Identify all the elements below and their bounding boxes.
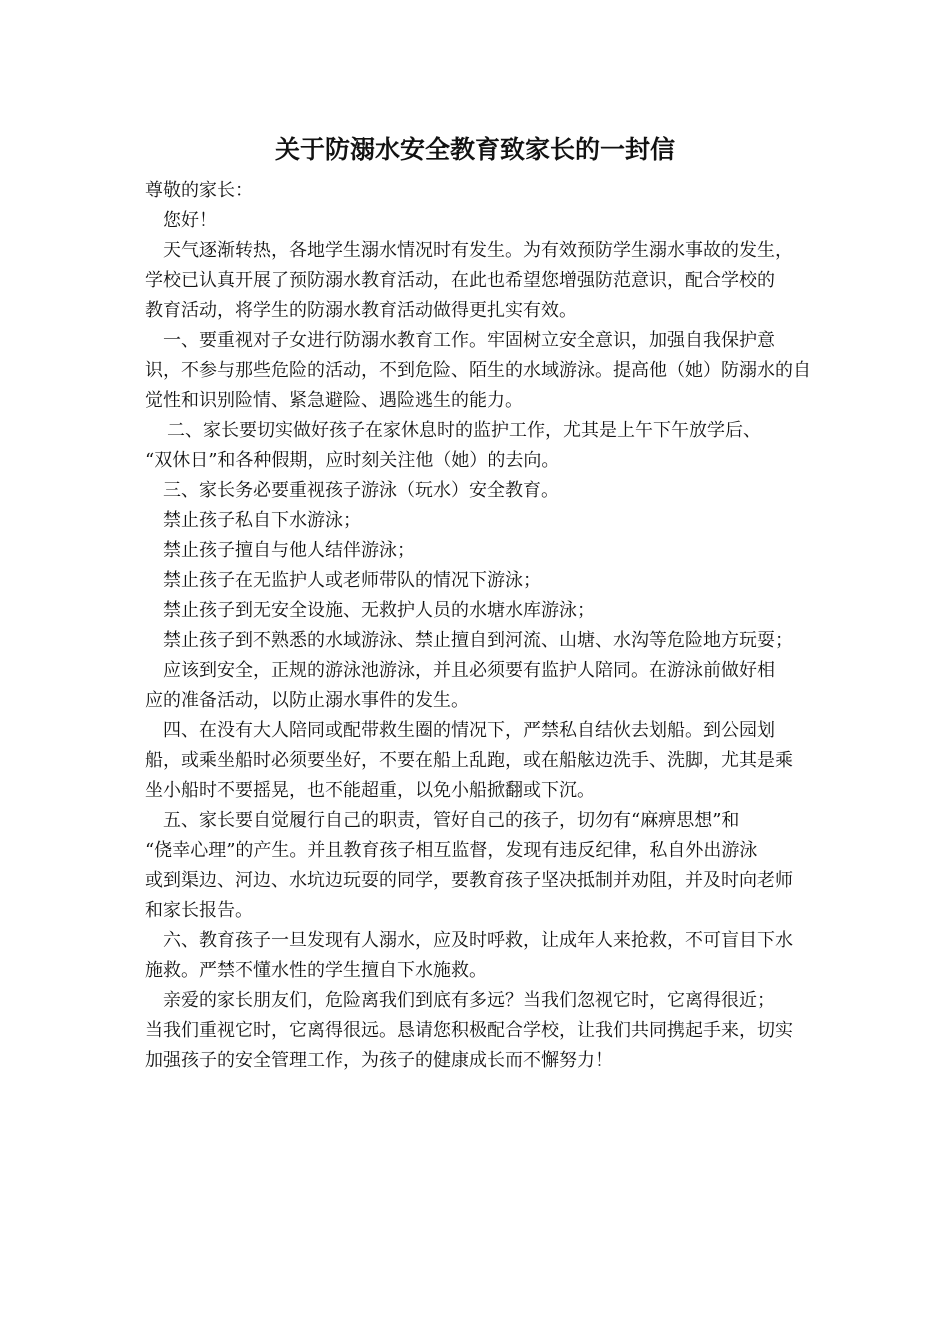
- paragraph-line: 二、家长要切实做好孩子在家休息时的监护工作，尤其是上午下午放学后、: [167, 420, 761, 441]
- paragraph-line: 或到渠边、河边、水坑边玩耍的同学，要教育孩子坚决抵制并劝阻，并及时向老师: [145, 870, 793, 891]
- paragraph-line: 坐小船时不要摇晃，也不能超重，以免小船掀翻或下沉。: [145, 780, 595, 801]
- salutation: 尊敬的家长：: [145, 180, 253, 201]
- document-title: 关于防溺水安全教育致家长的一封信: [274, 135, 675, 164]
- paragraph-line: 应该到安全，正规的游泳池游泳，并且必须要有监护人陪同。在游泳前做好相: [163, 660, 775, 681]
- paragraph-line: 四、在没有大人陪同或配带救生圈的情况下，严禁私自结伙去划船。到公园划: [163, 720, 775, 741]
- rule-line: 禁止孩子在无监护人或老师带队的情况下游泳；: [163, 570, 541, 591]
- rule-line: 禁止孩子擅自与他人结伴游泳；: [163, 540, 415, 561]
- paragraph-line: 当我们重视它时，它离得很远。恳请您积极配合学校，让我们共同携起手来，切实: [145, 1020, 793, 1041]
- rule-line: 禁止孩子到无安全设施、无救护人员的水塘水库游泳；: [163, 600, 595, 621]
- paragraph-line: 天气逐渐转热，各地学生溺水情况时有发生。为有效预防学生溺水事故的发生，: [163, 240, 793, 261]
- paragraph-line: 一、要重视对子女进行防溺水教育工作。牢固树立安全意识，加强自我保护意: [163, 330, 775, 351]
- paragraph-line: 教育活动，将学生的防溺水教育活动做得更扎实有效。: [145, 300, 577, 321]
- paragraph-line: 三、家长务必要重视孩子游泳（玩水）安全教育。: [163, 480, 559, 501]
- paragraph-line: 学校已认真开展了预防溺水教育活动，在此也希望您增强防范意识，配合学校的: [145, 270, 775, 291]
- paragraph-line: 船，或乘坐船时必须要坐好，不要在船上乱跑，或在船舷边洗手、洗脚，尤其是乘: [145, 750, 793, 771]
- paragraph-line: 应的准备活动，以防止溺水事件的发生。: [145, 690, 469, 711]
- paragraph-line: 和家长报告。: [145, 900, 253, 921]
- paragraph-line: “双休日”和各种假期，应时刻关注他（她）的去向。: [145, 450, 560, 471]
- rule-line: 禁止孩子到不熟悉的水域游泳、禁止擅自到河流、山塘、水沟等危险地方玩耍；: [163, 630, 793, 651]
- paragraph-line: 加强孩子的安全管理工作，为孩子的健康成长而不懈努力！: [145, 1050, 613, 1071]
- rule-line: 禁止孩子私自下水游泳；: [163, 510, 361, 531]
- paragraph-line: 六、教育孩子一旦发现有人溺水，应及时呼救，让成年人来抢救，不可盲目下水: [163, 930, 793, 951]
- paragraph-line: 亲爱的家长朋友们，危险离我们到底有多远？当我们忽视它时，它离得很近；: [163, 990, 775, 1011]
- paragraph-line: 识，不参与那些危险的活动，不到危险、陌生的水域游泳。提高他（她）防溺水的自: [145, 360, 811, 381]
- paragraph-line: 觉性和识别险情、紧急避险、遇险逃生的能力。: [145, 390, 523, 411]
- paragraph-line: 施救。严禁不懂水性的学生擅自下水施救。: [145, 960, 487, 981]
- greeting: 您好！: [163, 210, 217, 231]
- paragraph-line: “侥幸心理”的产生。并且教育孩子相互监督，发现有违反纪律，私自外出游泳: [145, 840, 758, 861]
- paragraph-line: 五、家长要自觉履行自己的职责，管好自己的孩子，切勿有“麻痹思想”和: [163, 810, 740, 831]
- letter-body: [145, 176, 810, 1076]
